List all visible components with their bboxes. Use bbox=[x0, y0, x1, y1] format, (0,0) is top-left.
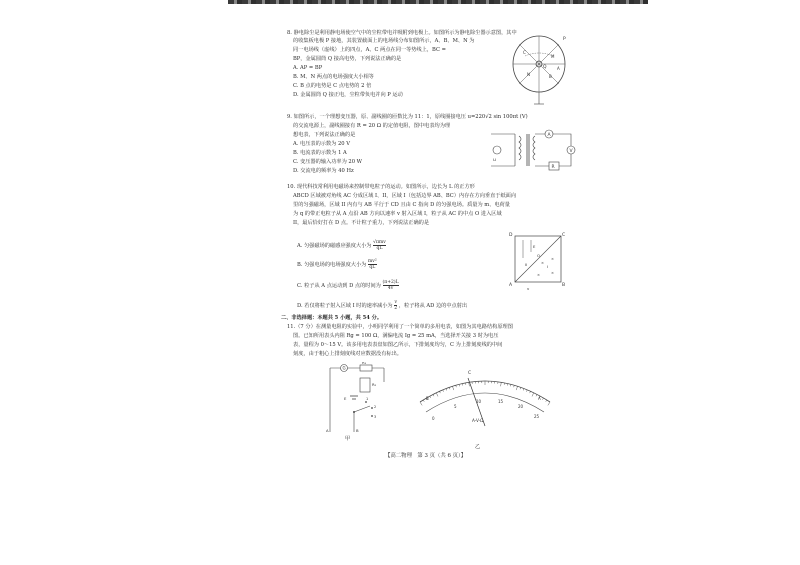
scale-tick bbox=[436, 393, 438, 397]
svg-text:2: 2 bbox=[374, 405, 377, 409]
primary-coil bbox=[519, 136, 521, 160]
label-u: u bbox=[493, 158, 496, 163]
field-crosses bbox=[537, 257, 554, 277]
q9-option-b: B. 电流表的示数为 1 A bbox=[293, 150, 347, 156]
svg-text:V: V bbox=[569, 148, 573, 154]
e-field-arrows bbox=[523, 240, 531, 258]
resistor-r2 bbox=[360, 378, 370, 392]
q8-option-c: C. B 点的电势是 C 点电势的 2 倍 bbox=[293, 83, 372, 89]
scale-tick bbox=[469, 382, 470, 386]
scale-tick bbox=[526, 390, 527, 392]
svg-text:×: × bbox=[551, 271, 555, 275]
q10-option-b: B. 匀强电场的电场强度大小为 $\frac{\text{mv²}}{qL}$ bbox=[297, 259, 377, 270]
scale-tick bbox=[433, 394, 434, 396]
label-m: M bbox=[551, 54, 555, 59]
scale-tick bbox=[449, 387, 450, 389]
secondary-wires bbox=[535, 134, 571, 166]
label-a: A bbox=[557, 66, 560, 71]
secondary-coil bbox=[533, 136, 535, 160]
page-footer: 【高二物理 第 3 页（共 6 页）】 bbox=[385, 453, 467, 459]
scale-tick bbox=[446, 389, 447, 391]
source-u bbox=[493, 146, 501, 154]
label-c: C bbox=[562, 233, 566, 238]
svg-text:R: R bbox=[551, 165, 555, 170]
q9-transformer-figure bbox=[487, 124, 577, 174]
exam-page bbox=[275, 24, 581, 464]
label-ii: II bbox=[525, 262, 528, 267]
probe-a: A bbox=[326, 428, 329, 433]
q10-option-a: A. 匀强磁场的磁感应强度大小为 √πmv qL bbox=[297, 240, 386, 251]
svg-text:A: A bbox=[547, 132, 551, 138]
label-e: E bbox=[533, 244, 536, 249]
tick-15: 15 bbox=[498, 399, 504, 404]
q10-line-1: 10. 现代科技常利用电磁场来控制带电粒子的运动。如图所示，边长为 L 的正方形 bbox=[287, 184, 475, 190]
q8-option-a: A. AP = BP bbox=[293, 65, 323, 71]
svg-text:E: E bbox=[344, 396, 347, 401]
scale-tick bbox=[542, 398, 543, 400]
svg-text:R₂: R₂ bbox=[372, 382, 377, 387]
meter-unit-label: A-V-Ω bbox=[472, 418, 484, 423]
svg-text:G: G bbox=[342, 365, 346, 371]
tick-20: 20 bbox=[518, 404, 524, 409]
q11-circuit-figure bbox=[320, 362, 410, 434]
svg-text:R₁: R₁ bbox=[362, 362, 367, 365]
q11-meter-dial bbox=[410, 360, 560, 440]
svg-text:×: × bbox=[551, 257, 555, 261]
q8-line-2: 的收集板电极 P 接地，其装置截面上的电场线分布如图所示，A、B、M、N 为 bbox=[293, 38, 475, 44]
q10-option-c: C. 粒子从 A 点运动到 D 点的时间为 $\frac{(\pi+2)L}{4v}$ bbox=[297, 280, 399, 291]
scale-tick bbox=[532, 393, 534, 397]
label-n: N bbox=[527, 72, 530, 77]
scale-tick bbox=[420, 402, 422, 405]
q9-option-d: D. 交流电的频率为 40 Hz bbox=[293, 168, 354, 174]
lower-scale-arc bbox=[426, 393, 544, 412]
scale-tick bbox=[456, 385, 457, 387]
scale-tick bbox=[530, 391, 531, 393]
label-b: B bbox=[562, 283, 566, 288]
fig-label-yi: 乙 bbox=[475, 444, 481, 450]
scale-tick bbox=[546, 400, 547, 402]
svg-text:3: 3 bbox=[374, 415, 377, 419]
label-p: P bbox=[563, 37, 566, 42]
mark-c: C bbox=[468, 371, 472, 376]
section-2-title: 二、非选择题：本题共 5 小题，共 54 分。 bbox=[281, 315, 383, 321]
q9-line-2: 的交流电源上，副线圈接有 R = 20 Ω 的定值电阻，图中电表均为理 bbox=[293, 123, 451, 129]
label-v: v bbox=[527, 286, 530, 291]
q9-line-1: 9. 如图所示，一个理想变压器，原、副线圈的匝数比为 11：1，原线圈接电压 u=220√2 sin 100πt (V) bbox=[287, 114, 528, 120]
q10-square-figure bbox=[507, 230, 567, 292]
scan-top-band bbox=[228, 0, 648, 4]
scale-tick bbox=[536, 394, 537, 396]
q8-line-3: 同一电场线（虚线）上的四点，A、C 两点在同一等势线上，BC = bbox=[293, 47, 446, 53]
q8-option-b: B. M、N 两点的电场强度大小相等 bbox=[293, 74, 374, 80]
label-o: O bbox=[537, 253, 540, 258]
q8-line-4: BP，金属圆筒 Q 接高电势，下列说法正确的是 bbox=[293, 56, 402, 62]
label-i: I bbox=[547, 264, 549, 269]
selector-switch bbox=[354, 406, 370, 412]
q10-line-3: 里的匀强磁场，区域 II 内有与 AB 平行于 CD 且由 C 指向 D 的匀强电场。质量为 m、电荷量 bbox=[293, 202, 510, 208]
scale-tick bbox=[423, 400, 424, 402]
scale-tick bbox=[440, 391, 441, 393]
q9-option-a: A. 电压表的示数为 20 V bbox=[293, 141, 351, 147]
scale-tick bbox=[453, 386, 454, 390]
q8-line-1: 8. 静电除尘是利用静电场使空气中的尘粒带电并吸附到电极上。如图所示为静电除尘器示意图，其中 bbox=[287, 30, 517, 36]
probe-b: B bbox=[356, 428, 359, 433]
svg-text:×: × bbox=[537, 273, 541, 277]
q11-line-3: 表，量程为 0～15 V。该多用电表表盘如图乙所示，下排刻度均匀，C 为上排刻度线的中间 bbox=[293, 342, 503, 348]
scale-tick bbox=[430, 396, 431, 398]
label-q: Q bbox=[543, 65, 547, 70]
q11-line-4: 刻度，由于粗心上排刻度线对应数据没有标出。 bbox=[293, 351, 402, 357]
scale-tick bbox=[516, 386, 517, 390]
scale-tick bbox=[520, 387, 521, 389]
mark-b: B bbox=[426, 396, 429, 401]
label-c: C bbox=[523, 50, 526, 55]
mark-a: A bbox=[538, 396, 541, 401]
q10-line-5: II，最后恰好打在 D 点。不计粒子重力，下列说法正确的是 bbox=[293, 220, 430, 226]
label-a: A bbox=[509, 283, 513, 288]
scale-tick bbox=[443, 390, 444, 392]
tick-10: 10 bbox=[476, 399, 482, 404]
q11-line-2: 图。已知所用表头内阻 Rg = 100 Ω，满偏电流 Ig = 25 mA，当选择开关接 3 时为电压 bbox=[293, 333, 499, 339]
scale-tick bbox=[548, 402, 550, 405]
tick-0: 0 bbox=[432, 416, 435, 421]
label-b: B bbox=[549, 74, 552, 79]
label-d: D bbox=[509, 233, 513, 238]
fig-label-jia: 甲 bbox=[345, 436, 351, 442]
q10-line-4: 为 q 的带正电粒子从 A 点沿 AB 方向以速率 v 射入区域 I，粒子从 AC 的中点 O 进入区域 bbox=[293, 211, 502, 217]
q9-line-3: 想电表，下列说法正确的是 bbox=[293, 132, 356, 138]
q8-option-d: D. 金属圆筒 Q 接正电，尘粒带负电并向 P 运动 bbox=[293, 92, 403, 98]
q10-line-2: ABCD 区域被对角线 AC 分成区域 I、II，区域 I（包括边界 AB、BC）内存在方向垂直于纸面向 bbox=[293, 193, 517, 199]
resistor-r1 bbox=[360, 365, 372, 371]
svg-text:×: × bbox=[541, 261, 545, 265]
svg-text:1: 1 bbox=[366, 397, 369, 401]
q8-field-figure bbox=[507, 28, 571, 108]
scale-tick bbox=[501, 382, 502, 386]
tick-25: 25 bbox=[534, 414, 540, 419]
q10-option-d: D. 若仅将粒子射入区域 I 时的速率减小为 $\frac{v}{2}$ ，粒子将从 AD 边的中点射出 bbox=[297, 300, 468, 311]
tick-5: 5 bbox=[454, 404, 457, 409]
scale-tick bbox=[514, 385, 515, 387]
scale-tick bbox=[523, 389, 524, 391]
q11-line-1: 11.（7 分）在测量电阻的实验中，小明同学利用了一个简单的多用电表，如图为其电路结构原理图 bbox=[287, 324, 513, 330]
q9-option-c: C. 变压器的输入功率为 20 W bbox=[293, 159, 363, 165]
probe-leads bbox=[330, 412, 354, 432]
